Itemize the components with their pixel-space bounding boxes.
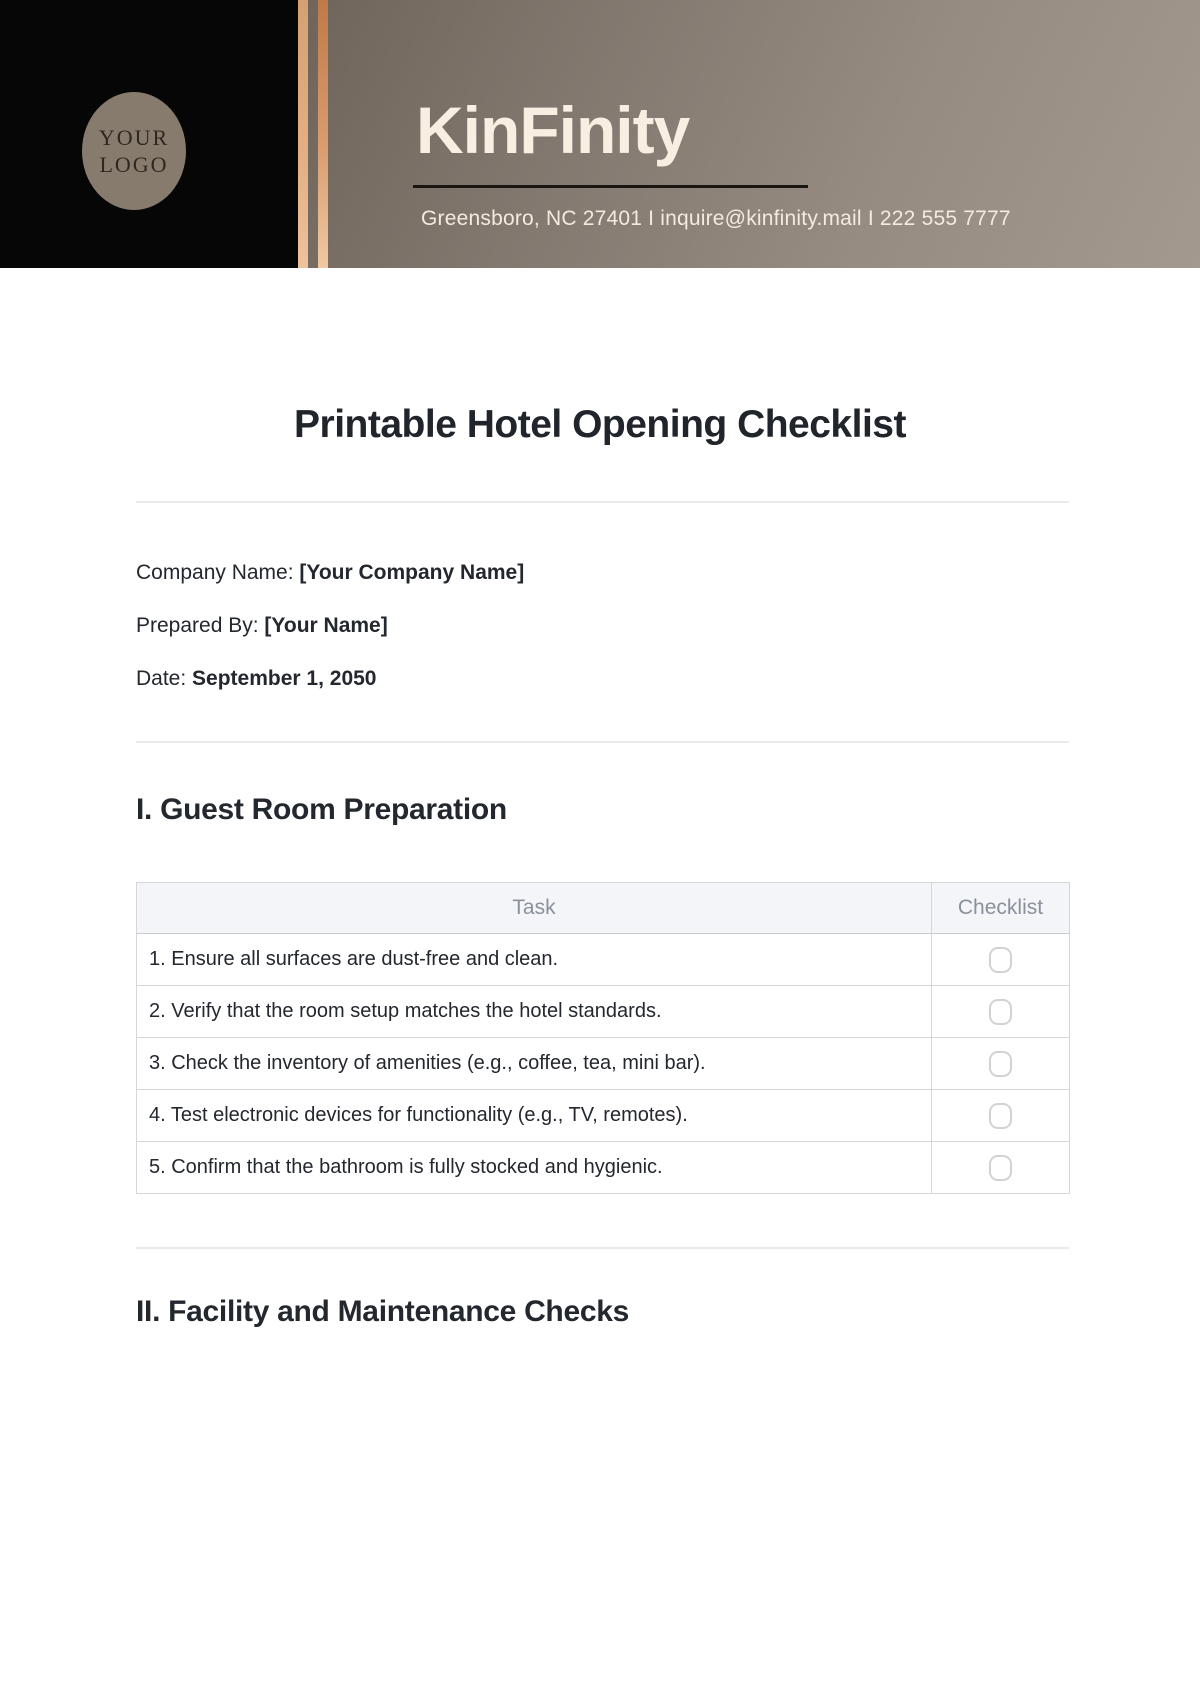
divider <box>136 501 1069 503</box>
checkbox[interactable] <box>989 1051 1012 1077</box>
checklist-table <box>136 882 1070 1194</box>
brand-underline <box>413 185 808 188</box>
task-text: 5. Confirm that the bathroom is fully stocked and hygienic. <box>137 1142 932 1194</box>
section-heading-guest-room-preparation: I. Guest Room Preparation <box>136 793 507 826</box>
copper-stripe-outer <box>298 0 308 268</box>
field-value: [Your Name] <box>264 614 388 637</box>
logo-text-line1: YOUR <box>98 124 170 150</box>
field-label: Date: <box>136 667 187 690</box>
field-prepared-by <box>136 613 388 638</box>
column-header-checklist: Checklist <box>932 883 1070 934</box>
page-title: Printable Hotel Opening Checklist <box>294 403 906 446</box>
field-value: [Your Company Name] <box>299 561 525 584</box>
checkbox[interactable] <box>989 999 1012 1025</box>
table-row <box>137 1090 1070 1142</box>
table-row <box>137 1142 1070 1194</box>
table-row <box>137 986 1070 1038</box>
checkbox[interactable] <box>989 947 1012 973</box>
task-text: 2. Verify that the room setup matches the hotel standards. <box>137 986 932 1038</box>
header-banner <box>0 0 1200 268</box>
copper-stripe-inner <box>318 0 328 268</box>
field-label: Prepared By: <box>136 614 259 637</box>
logo-placeholder <box>82 92 186 210</box>
field-value: September 1, 2050 <box>192 667 377 690</box>
task-text: 1. Ensure all surfaces are dust-free and clean. <box>137 934 932 986</box>
task-text: 3. Check the inventory of amenities (e.g., coffee, tea, mini bar). <box>137 1038 932 1090</box>
task-text: 4. Test electronic devices for functionality (e.g., TV, remotes). <box>137 1090 932 1142</box>
table-header-row <box>137 883 1070 934</box>
divider <box>136 741 1069 743</box>
field-label: Company Name: <box>136 561 294 584</box>
field-company-name <box>136 560 524 585</box>
column-header-task: Task <box>137 883 932 934</box>
checkbox[interactable] <box>989 1103 1012 1129</box>
brand-name: KinFinity <box>416 93 690 167</box>
table-row <box>137 1038 1070 1090</box>
table-row <box>137 934 1070 986</box>
field-date <box>136 666 376 691</box>
logo-text-line2: LOGO <box>99 152 169 177</box>
section-heading-facility-maintenance: II. Facility and Maintenance Checks <box>136 1295 629 1328</box>
divider <box>136 1247 1069 1249</box>
contact-info: Greensboro, NC 27401 I inquire@kinfinity.mail I 222 555 7777 <box>421 207 1011 230</box>
checkbox[interactable] <box>989 1155 1012 1181</box>
